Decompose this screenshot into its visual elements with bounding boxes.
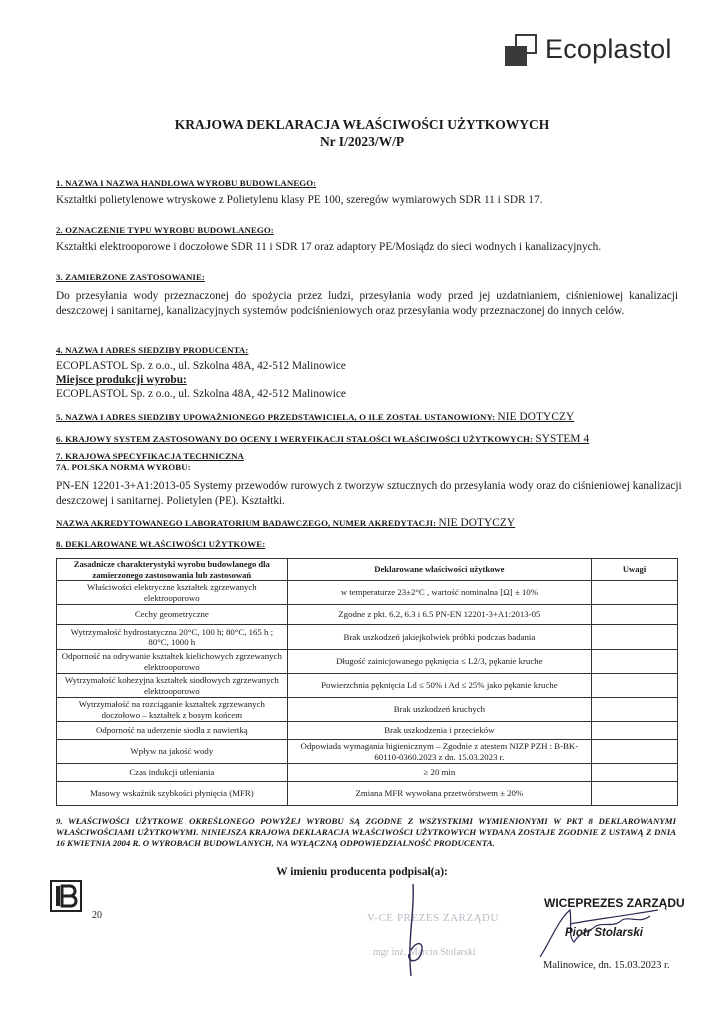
table-cell-characteristic: Odporność na odrywanie kształtek kielichowych zgrzewanych elektrooporowo [57,650,288,674]
table-cell-notes [592,698,678,722]
table-row [57,722,678,740]
b-certification-mark-icon [50,880,82,912]
section-7a-heading: 7A. POLSKA NORMA WYROBU: [56,462,191,472]
table-cell-characteristic: Cechy geometryczne [57,605,288,625]
section-6-heading-text: 6. KRAJOWY SYSTEM ZASTOSOWANY DO OCENY I WERYFIKACJI STAŁOŚCI WŁAŚCIWOŚCI UŻYTKOWYCH: [56,434,534,444]
table-header-characteristics: Zasadnicze charakterystyki wyrobu budowlanego dla zamierzonego zastosowania lub zastosowań [57,559,288,581]
declaration-note: 9. WŁAŚCIWOŚCI UŻYTKOWE OKREŚLONEGO POWYŻEJ WYROBU SĄ ZGODNE Z WSZYSTKIMI WYMIENIONYMI W PKT 8 DEKLAROWANYMI WŁAŚCIWOŚCIAMI UŻYTKOWYMI. NINIEJSZA KRAJOWA DEKLARACJA WŁAŚCIWOŚCI UŻYTKOWYCH WYDANA ZOSTAJE ZGODNIE Z USTAWĄ Z DNIA 16 KWIETNIA 2004 R. O WYROBACH BUDOWLANYCH, NA WYŁĄCZNĄ ODPOWIEDZIALNOŚĆ PRODUCENTA. [56,816,676,848]
section-2-text: Kształtki elektrooporowe i doczołowe SDR 11 i SDR 17 oraz adaptory PE/Mosiądz do sieci wodnych i kanalizacyjnych. [56,241,602,253]
table-header-row [57,559,678,581]
signer-name: Piotr Stolarski [565,927,643,939]
section-1-heading: 1. NAZWA I NAZWA HANDLOWA WYROBU BUDOWLANEGO: [56,178,317,188]
cert-number: 20 [92,910,102,921]
table-cell-notes [592,764,678,782]
section-5-heading [56,411,574,423]
table-cell-characteristic: Właściwości elektryczne kształtek zgrzewanych elektrooporowo [57,581,288,605]
section-5-heading-text: 5. NAZWA I ADRES SIEDZIBY UPOWAŻNIONEGO PRZEDSTAWICIELA, O ILE ZOSTAŁ USTANOWIONY: [56,412,496,422]
table-cell-property: Brak uszkodzeń jakiejkolwiek próbki podczas badania [287,625,591,650]
place-and-date: Malinowice, dn. 15.03.2023 r. [543,960,670,971]
document-title: KRAJOWA DEKLARACJA WŁAŚCIWOŚCI UŻYTKOWYCH [174,117,550,132]
table-row [57,605,678,625]
table-row [57,674,678,698]
handwritten-signature-1 [395,880,445,980]
section-7a-text: PN-EN 12201-3+A1:2013-05 Systemy przewodów rurowych z tworzyw sztucznych do przesyłania wody oraz do ciśnieniowej kanalizacji deszczowej i sanitarnej. Polietylen (PE). Kształtki. [56,480,682,507]
section-8-heading: 8. DEKLAROWANE WŁAŚCIWOŚCI UŻYTKOWE: [56,539,266,549]
production-place-address: ECOPLASTOL Sp. z o.o., ul. Szkolna 48A, 42-512 Malinowice [56,388,346,400]
table-cell-characteristic: Wytrzymałość hydrostatyczna 20°C, 100 h; 80°C, 165 h ; 80°C, 1000 h [57,625,288,650]
table-header-notes: Uwagi [592,559,678,581]
table-cell-property: w temperaturze 23±2°C , wartość nominalna [Ω] ± 10% [287,581,591,605]
production-place-heading: Miejsce produkcji wyrobu: [56,374,187,386]
signature-heading: W imieniu producenta podpisał(a): [276,866,448,878]
section-6-heading [56,433,589,445]
laboratory-heading-text: NAZWA AKREDYTOWANEGO LABORATORIUM BADAWCZEGO, NUMER AKREDYTACJI: [56,518,437,528]
table-row [57,650,678,674]
table-cell-property: Brak uszkodzenia i przecieków [287,722,591,740]
table-cell-notes [592,581,678,605]
brand-name: Ecoplastol [545,34,672,64]
table-cell-characteristic: Odporność na uderzenie siodła z nawiertką [57,722,288,740]
table-row [57,698,678,722]
table-cell-notes [592,782,678,806]
table-row [57,764,678,782]
table-cell-notes [592,674,678,698]
producer-address: ECOPLASTOL Sp. z o.o., ul. Szkolna 48A, 42-512 Malinowice [56,360,346,372]
logo-icon [505,34,539,66]
table-cell-property: Zmiana MFR wywołana przetwórstwem ± 20% [287,782,591,806]
table-cell-notes [592,605,678,625]
table-cell-property: Długość zainicjowanego pęknięcia ≤ L2/3, pękanie kruche [287,650,591,674]
table-cell-notes [592,740,678,764]
section-2-heading: 2. OZNACZENIE TYPU WYROBU BUDOWLANEGO: [56,225,274,235]
table-cell-property: ≥ 20 min [287,764,591,782]
section-3-text: Do przesyłania wody przeznaczonej do spożycia przez ludzi, przesyłania wody przed jej uzdatnianiem, ciśnieniowej kanalizacji deszczowej i sanitarnej, kanalizacyjnych systemów podciśnieniowych oraz przesyłania wody przeznaczonej do innych celów. [56,290,678,317]
table-row [57,782,678,806]
table-row [57,740,678,764]
table-cell-notes [592,650,678,674]
table-cell-characteristic: Masowy wskaźnik szybkości płynięcia (MFR) [57,782,288,806]
laboratory-value: NIE DOTYCZY [438,517,516,529]
table-cell-notes [592,625,678,650]
document-number: Nr I/2023/W/P [319,134,405,149]
table-row [57,581,678,605]
table-header-properties: Deklarowane właściwości użytkowe [287,559,591,581]
table-cell-characteristic: Czas indukcji utleniania [57,764,288,782]
table-cell-characteristic: Wytrzymałość na rozciąganie kształtek zgrzewanych doczołowo – kształtek z bosym końcem [57,698,288,722]
table-cell-property: Odpowiada wymagania higienicznym – Zgodnie z atestem NIZP PZH : B-BK-60110-0360.2023 z dn. 15.03.2023 r. [287,740,591,764]
table-cell-characteristic: Wpływ na jakość wody [57,740,288,764]
section-6-value: SYSTEM 4 [535,433,590,445]
properties-table [56,558,678,806]
section-3-heading: 3. ZAMIERZONE ZASTOSOWANIE: [56,272,205,282]
table-cell-property: Powierzchnia pęknięcia Ld ≤ 50% i Ad ≤ 25% jako pękanie kruche [287,674,591,698]
stamp-name: mgr inż. Marcin Stolarski [373,947,476,958]
laboratory-heading [56,517,515,529]
section-5-value: NIE DOTYCZY [497,411,575,423]
section-1-text: Kształtki polietylenowe wtryskowe z Polietylenu klasy PE 100, szeregów wymiarowych SDR 11 i SDR 17. [56,194,543,206]
section-4-heading: 4. NAZWA I ADRES SIEDZIBY PRODUCENTA: [56,345,249,355]
table-cell-property: Zgodne z pkt. 6.2, 6.3 i 6.5 PN-EN 12201-3+A1:2013-05 [287,605,591,625]
table-row [57,625,678,650]
table-cell-notes [592,722,678,740]
table-cell-characteristic: Wytrzymałość kohezyjna kształtek siodłowych zgrzewanych elektrooporowo [57,674,288,698]
section-7-heading: 7. KRAJOWA SPECYFIKACJA TECHNICZNA [56,451,244,461]
table-cell-property: Brak uszkodzeń kruchych [287,698,591,722]
stamp-title: V-CE PREZES ZARZĄDU [367,912,499,924]
signer-title: WICEPREZES ZARZĄDU [544,896,685,910]
